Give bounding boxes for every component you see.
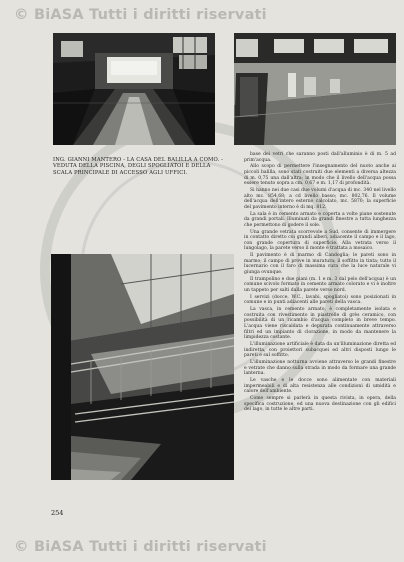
article-paragraph: I servizi (docce, W.C., lavabi, spogliatoi) sono posizionati in comune e in punti adiacenti alle pareti della vasca. [244,294,396,306]
article-paragraph: Allo scopo di permettere l'insegnamento del nuoto anche ai piccoli balilla, sono stati costruiti due elementi a diversa altezza di m. 0,75 una dall'altra; in modo che il livello dell'acqua possa essere tenuto sopra a cm. 0,67 e m. 1,17 di profondità. [244,164,396,187]
photo-pool-hall [53,33,215,145]
article-paragraph: base dei vetri che saranno posti dall'alluminio è di m. 5 ad prim'acqua. [244,152,396,163]
page-number: 254 [51,509,64,517]
article-paragraph: Come sempre si parlerà in questa rivista, in opera, della specifica costruzione, ed una nuova destinazione con gli edifici del lago, in tutte le altre parti. [244,396,396,413]
photo-caption: ING. GIANNI MANTERO - LA CASA DEL BALILLA A COMO. - VEDUTA DELLA PISCINA, DEGLI SPOGLIATOI E DELLA SCALA PRINCIPALE DI ACCESSO AGLI UFFICI. [53,157,224,176]
watermark-bottom: © BiASA Tutti i diritti riservati [14,539,267,555]
watermark-top: © BiASA Tutti i diritti riservati [14,7,267,23]
article-paragraph: Il pavimento è di marmo di Candoglia; le pareti sono in marmo; il campo di prove in muratura; il soffitto in tinta; tutto il lucernario con il faro di massima cura che la luce naturale vi giunga ovunque. [244,253,396,275]
photo-main-staircase [51,254,234,480]
article-paragraph: Le vasche e le docce sono alimentate con materiali impermeabili e di alta resistenza alle condizioni di umidità e calore dell'ambiente. [244,378,396,395]
article-paragraph: L'illuminazione artificiale è data da un'illuminazione diretta ed indiretta, con proiettori subacquei ed altri disposti lungo le pareti e sul soffitto. [244,342,396,359]
article-paragraph: La vasca, in cemento armato, è completamente isolata e costruita con rivestimento in piastrelle di grès ceramico, con possibilità di un ricambio d'acqua completo in breve tempo. L'acqua viene riscaldata e depurata continuamente attraverso filtri ed un impianto di clorazione, in modo da mantenere la limpidezza costante. [244,307,396,341]
article-paragraph: Il trampolino e due piani (m. 1 e m. 3 dal pelo dell'acqua) è un comune scivolo formato in cemento armato colorato e vi è inoltre un tappeto per salti dalla parete verso nord. [244,276,396,293]
article-paragraph: Una grande vetrata scorrevole a Sud, consente di immergere in contatto diretto coi grandi alberi, adiacente il campo e il lago, con grande copertura di superficie. Alla vetrata verso il lungolago, la parete verso il monte è trattata a mosaico. [244,229,396,252]
article-paragraph: Si hanno nei due casi due volumi d'acqua di mc. 340 nel livello alto mc. 854,68; a cd livello basso; mc. 802,76. Il volume dell'acqua dell'intero esterno calcolato, mc. 5870; la superficie del pavimento interno è di mq. 812. [244,188,396,210]
photo-changing-rooms [234,33,396,145]
article-paragraph: L'illuminazione notturna avviene attraverso le grandi finestre e vetrate che danno sulla strada in modo da formare una grande lanterna. [244,360,396,377]
article-paragraph: La sala è in cemento armato e coperta a volte piane sostenute da grandi portali. Illuminati da grandi finestre a tutta lunghezza che permettono di godere il sole. [244,211,396,228]
article-text-column [244,152,396,414]
